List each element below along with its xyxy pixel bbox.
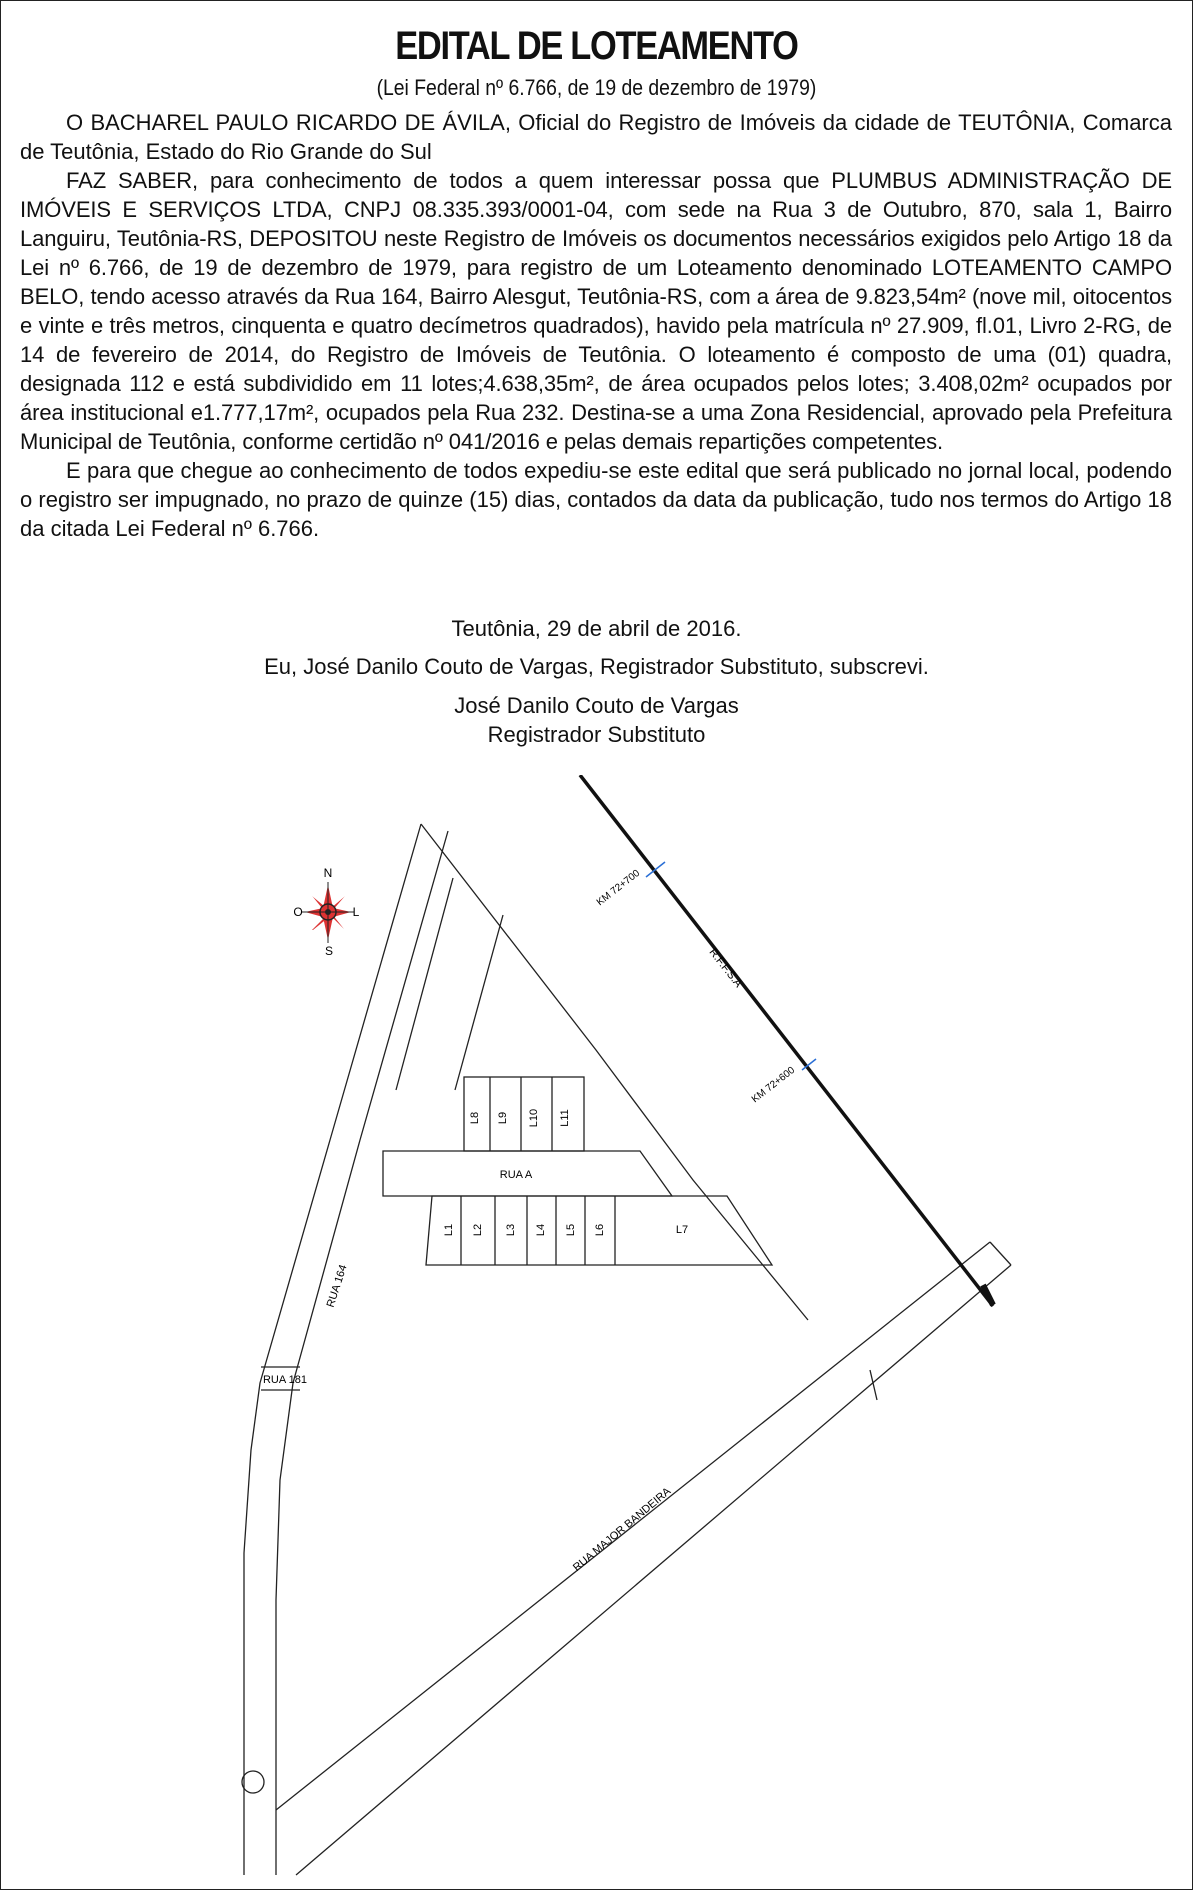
compass-rose-icon xyxy=(302,882,354,943)
site-plan-map xyxy=(0,775,1193,1885)
lot-label: L10 xyxy=(528,1108,540,1128)
paragraph-faz-saber: FAZ SABER, para conhecimento de todos a quem interessar possa que PLUMBUS ADMINISTRAÇÃO DE IMÓVEIS E SERVIÇOS LTDA, CNPJ 08.335.393/0001-04, com sede na Rua 3 de Outubro, 870, sala 1, Bairro Languiru, Teutônia-RS, DEPOSITOU neste Registro de Imóveis os documentos necessários exigidos pelo Artigo 18 da Lei nº 6.766, de 19 de dezembro de 1979, para registro de um Loteamento denominado LOTEAMENTO CAMPO BELO, tendo acesso através da Rua 164, Bairro Alesgut, Teutônia-RS, com a área de 9.823,54m² (nove mil, oitocentos e vinte e três metros, cinquenta e quatro decímetros quadrados), havido pela matrícula nº 27.909, fl.01, Livro 2-RG, de 14 de fevereiro de 2014, do Registro de Imóveis de Teutônia. O loteamento é composto de uma (01) quadra, designada 112 e está subdividido em 11 lotes;4.638,35m², de área ocupados pelos lotes; 3.408,02m² ocupados por área institucional e1.777,17m², ocupados pela Rua 232. Destina-se a uma Zona Residencial, aprovado pela Prefeitura Municipal de Teutônia, conforme certidão nº 041/2016 e pelas demais repartições competentes. xyxy=(20,168,1172,454)
rua-164-east-edge xyxy=(276,831,448,1875)
compass-l: L xyxy=(352,905,360,919)
km-upper-label: KM 72+700 xyxy=(594,867,643,909)
lot-label: L2 xyxy=(472,1223,484,1237)
lot-label: L9 xyxy=(497,1111,509,1125)
signature-role: Registrador Substituto xyxy=(487,722,706,747)
rua-181-label: RUA 181 xyxy=(262,1374,308,1386)
rua-major-bandeira-south-edge xyxy=(296,1265,1011,1875)
lot-label: L3 xyxy=(505,1223,517,1237)
lot-label: L5 xyxy=(565,1223,577,1237)
lot-label: L4 xyxy=(535,1223,547,1237)
railway-label: R.F.F.S.A xyxy=(706,946,745,990)
km-lower-label: KM 72+600 xyxy=(749,1064,798,1106)
edital-body xyxy=(20,108,1172,543)
date-line: Teutônia, 29 de abril de 2016. xyxy=(451,616,742,641)
rua-164-west-edge xyxy=(244,824,421,1875)
rua-a-label: RUA A xyxy=(499,1169,533,1181)
lot-label: L6 xyxy=(594,1223,606,1237)
roundabout xyxy=(242,1771,264,1793)
rua-164-label: RUA 164 xyxy=(324,1263,350,1309)
lot-label: L7 xyxy=(675,1224,689,1236)
lot-label: L11 xyxy=(559,1109,571,1127)
page-title: EDITAL DE LOTEAMENTO xyxy=(395,24,798,68)
railway-line xyxy=(580,775,993,1306)
internal-line xyxy=(455,915,503,1090)
compass-o: O xyxy=(293,905,303,919)
rua-major-bandeira-label: RUA MAJOR BANDEIRA xyxy=(570,1485,674,1574)
lot-label: L1 xyxy=(443,1223,455,1237)
paragraph-intro: O BACHAREL PAULO RICARDO DE ÁVILA, Oficial do Registro de Imóveis da cidade de TEUTÔNIA, Comarca de Teutônia, Estado do Rio Grande do Sul xyxy=(20,110,1172,164)
compass-s: S xyxy=(324,944,334,958)
paragraph-closing: E para que chegue ao conhecimento de todos expediu-se este edital que será publicado no jornal local, podendo o registro ser impugnado, no prazo de quinze (15) dias, contados da data da publicação, tudo nos termos do Artigo 18 da citada Lei Federal nº 6.766. xyxy=(20,458,1172,541)
signature-name: José Danilo Couto de Vargas xyxy=(454,693,739,718)
rua-major-bandeira-end xyxy=(990,1242,1011,1265)
page-subtitle: (Lei Federal nº 6.766, de 19 de dezembro de 1979) xyxy=(376,75,817,100)
compass-n: N xyxy=(323,866,333,880)
lot-label: L8 xyxy=(469,1111,481,1125)
subscription-line: Eu, José Danilo Couto de Vargas, Registrador Substituto, subscrevi. xyxy=(264,654,929,679)
